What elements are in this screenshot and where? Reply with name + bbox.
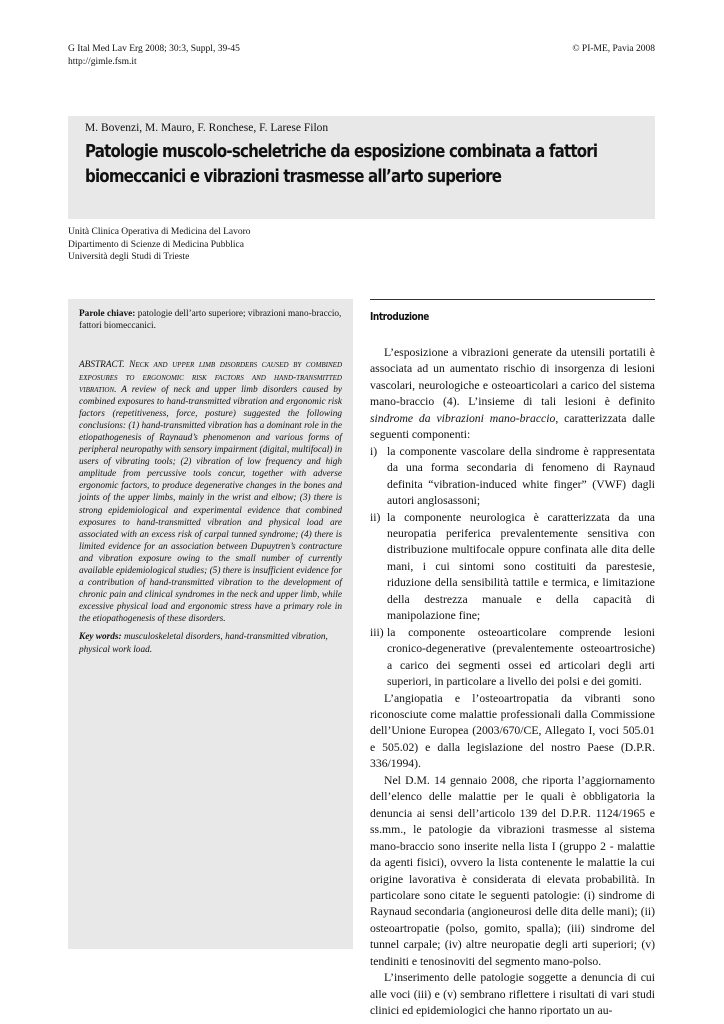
list-number: i) — [370, 444, 378, 458]
affiliation-line: Dipartimento di Scienze di Medicina Pubblica — [68, 239, 244, 250]
title-block — [68, 116, 655, 219]
article-body — [370, 345, 655, 1020]
title-line-2: biomeccanici e vibrazioni trasmesse all’arto superiore — [85, 167, 502, 187]
authors: M. Bovenzi, M. Mauro, F. Ronchese, F. Larese Filon — [85, 122, 329, 134]
list-text: la componente osteoarticolare comprende lesioni cronico-degenerative (prevalentemente osteoartrosiche) a carico dei segmenti ossei ed articolari degli arti superiori, in particolare a livello dei polsi e dei gomiti. — [387, 625, 655, 689]
keywords-label: Parole chiave: — [79, 309, 136, 319]
abstract-title: Neck and upper limb disorders caused by combined exposures to ergonomic risk factors and hand-transmitted vibration. — [79, 360, 343, 395]
running-header-left — [68, 43, 240, 68]
abstract — [79, 359, 342, 625]
keywords-english — [79, 631, 342, 655]
keywords-text: patologie dell’arto superiore; vibrazioni mano-braccio, fattori biomeccanici. — [79, 309, 342, 332]
paragraph: L’inserimento delle patologie soggette a denuncia di cui alle voci (iii) e (v) sembrano riflettere i risultati di vari studi clinici ed epidemiologici che hanno riportato un au- — [370, 971, 655, 1018]
article-title — [85, 140, 653, 190]
paragraph — [370, 345, 655, 444]
affiliation-line: Unità Clinica Operativa di Medicina del Lavoro — [68, 227, 251, 237]
paragraph: L’angiopatia e l’osteoartropatia da vibranti sono riconosciute come malattie professionali dalla Commissione dell’Unione Europea (2003/670/CE, Allegato I, voci 505.01 e 505.02) e dalla legislazione del nostro Paese (D.P.R. 336/1994). — [370, 691, 655, 771]
list-number: iii) — [370, 625, 384, 639]
section-heading: Introduzione — [370, 311, 429, 323]
affiliation-line: Università degli Studi di Trieste — [68, 252, 190, 263]
emphasis-text: sindrome da vibrazioni mano-braccio — [370, 411, 556, 425]
copyright-notice: © PI-ME, Pavia 2008 — [572, 44, 655, 54]
paragraph: Nel D.M. 14 gennaio 2008, che riporta l’aggiornamento dell’elenco delle malattie per le quali è obbligatoria la denuncia ai sensi dell’articolo 139 del D.P.R. 1124/1965 e ss.mm., le patologie da vibrazioni trasmesse al sistema mano-braccio sono inserite nella lista I (gruppo 2 - malattie da agenti fisici), ovvero la lista contenente le malattie la cui origine lavorativa è considerata di elevata probabilità. In particolare sono citate le seguenti patologie: (i) sindrome di Raynaud secondaria (angioneurosi delle dita delle mani); (ii) osteoartropatie (polso, gomito, spalla); (iii) sindrome del tunnel carpale; (iv) altre neuropatie degli arti superiori; (v) tendiniti e tenosinoviti del segmento mano-polso. — [370, 773, 655, 968]
keywords-italian — [79, 308, 342, 332]
list-number: ii) — [370, 510, 381, 524]
section-divider — [370, 299, 655, 300]
list-item — [370, 444, 655, 510]
abstract-text: A review of neck and upper limb disorders caused by combined exposures to hand-transmitted vibration and ergonomic risk factors (repetitiveness, force, posture) suggested the following conclusions: (1) hand-transmitted vibration has a dominant role in the etiopathogenesis of Raynaud’s phenomenon and various forms of peripheral neuropathy with sensory impairment (digital, multifocal) in users of vibrating tools; (2) vibration of low frequency and high amplitude from percussive tools concur, together with adverse ergonomic factors, to produce degenerative changes in the bones and joints of the upper limbs, mainly in the wrist and elbow; (3) there is strong epidemiological and experimental evidence that combined exposures to hand-transmitted vibration and physical load are associated with an excess risk of carpal tunned syndrome; (4) there is limited evidence for an association between Dupuytren’s contracture and vibration exposure owing to the small number of currently available epidemiological studies; (5) there is insufficient evidence for a contribution of hand-transmitted vibration to the development of chronic pain and clinical syndromes in the neck and upper limb, while excessive physical load and ergonomic stress have a primary role in the etiopathogenesis of these disorders. — [79, 384, 342, 625]
list-text: la componente vascolare della sindrome è rappresentata da una forma secondaria di fenomeno di Raynaud definita “vibration-induced white finger” (VWF) dagli autori anglosassoni; — [387, 444, 655, 508]
journal-url[interactable]: http://gimle.fsm.it — [68, 56, 137, 67]
keywords-en-text: musculoskeletal disorders, hand-transmitted vibration, physical work load. — [79, 632, 328, 655]
paragraph-text: , caratterizzata dalle seguenti componenti: — [370, 411, 655, 442]
abstract-sidebar — [68, 299, 353, 949]
abstract-label: ABSTRACT. — [79, 360, 125, 371]
keywords-en-label: Key words: — [79, 632, 122, 643]
title-line-1: Patologie muscolo-scheletriche da esposizione combinata a fattori — [85, 142, 598, 162]
list-item — [370, 625, 655, 691]
journal-citation: G Ital Med Lav Erg 2008; 30:3, Suppl, 39-45 — [68, 44, 240, 54]
list-text: la componente neurologica è caratterizzata da una neuropatia periferica prevalentemente sensitiva con distribuzione multifocale oppure confinata alle dita delle mani, i cui sintomi sono costituiti da parestesie, riduzione della sensibilità tattile e termica, e limitazione della destrezza manuale e della capacità di manipolazione fine; — [387, 510, 655, 623]
list-item — [370, 510, 655, 625]
affiliation — [68, 226, 251, 264]
paragraph-text: L’esposizione a vibrazioni generate da utensili portatili è associata ad un aumentato rischio di insorgenza di lesioni vascolari, neurologiche e osteoarticolari a carico del sistema mano-braccio (4). L’insieme di tali lesioni è definito — [370, 346, 655, 409]
